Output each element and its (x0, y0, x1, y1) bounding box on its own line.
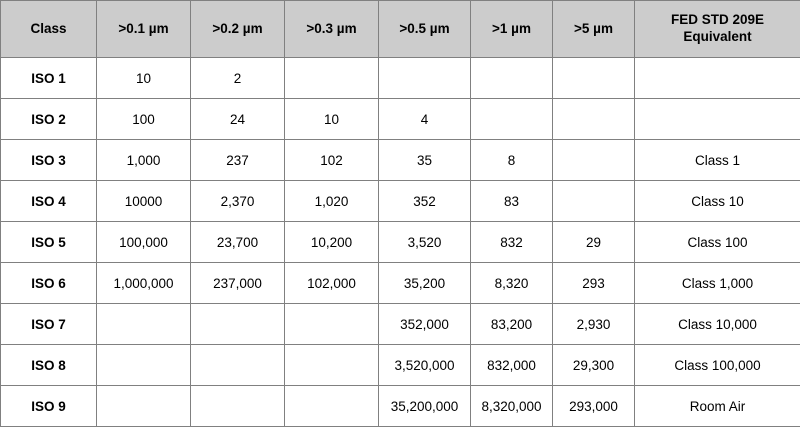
cell-0-1um: 1,000 (97, 140, 191, 181)
cell-0-2um: 24 (191, 99, 285, 140)
cell-0-2um (191, 304, 285, 345)
cell-0-2um (191, 345, 285, 386)
cell-5um: 29 (553, 222, 635, 263)
cell-1um: 8,320 (471, 263, 553, 304)
cell-0-5um: 3,520 (379, 222, 471, 263)
cell-class: ISO 9 (1, 386, 97, 427)
cell-0-3um (285, 345, 379, 386)
table-row (1, 386, 800, 427)
cell-0-3um (285, 386, 379, 427)
cell-5um: 293 (553, 263, 635, 304)
cell-0-3um: 102,000 (285, 263, 379, 304)
cell-1um (471, 58, 553, 99)
cell-1um: 832,000 (471, 345, 553, 386)
cell-0-5um: 3,520,000 (379, 345, 471, 386)
cell-0-5um: 35 (379, 140, 471, 181)
table-row (1, 99, 800, 140)
cell-0-2um (191, 386, 285, 427)
cell-fed-std-209e: Class 100,000 (635, 345, 800, 386)
cell-0-1um: 10000 (97, 181, 191, 222)
cell-class: ISO 5 (1, 222, 97, 263)
cell-0-1um: 1,000,000 (97, 263, 191, 304)
cell-0-2um: 2 (191, 58, 285, 99)
cell-fed-std-209e: Class 10,000 (635, 304, 800, 345)
cell-0-5um: 35,200 (379, 263, 471, 304)
column-header-class: Class (1, 1, 97, 58)
cell-0-3um (285, 304, 379, 345)
cell-1um: 832 (471, 222, 553, 263)
table-row (1, 345, 800, 386)
cell-0-1um (97, 345, 191, 386)
table-body (1, 58, 800, 427)
column-header-fed-std-209e: FED STD 209E Equivalent (635, 1, 800, 58)
cell-1um: 8,320,000 (471, 386, 553, 427)
cell-1um: 83,200 (471, 304, 553, 345)
cell-0-5um: 35,200,000 (379, 386, 471, 427)
cell-5um: 2,930 (553, 304, 635, 345)
cell-0-3um: 10,200 (285, 222, 379, 263)
cell-5um (553, 140, 635, 181)
table-header-row (1, 1, 800, 58)
cell-0-5um: 352,000 (379, 304, 471, 345)
column-header-1um: >1 µm (471, 1, 553, 58)
column-header-0-3um: >0.3 µm (285, 1, 379, 58)
table-row (1, 263, 800, 304)
cell-5um: 293,000 (553, 386, 635, 427)
column-header-0-2um: >0.2 µm (191, 1, 285, 58)
cell-1um: 83 (471, 181, 553, 222)
cell-0-2um: 237,000 (191, 263, 285, 304)
cell-class: ISO 4 (1, 181, 97, 222)
column-header-0-1um: >0.1 µm (97, 1, 191, 58)
cell-5um (553, 58, 635, 99)
table-row (1, 58, 800, 99)
cell-class: ISO 2 (1, 99, 97, 140)
cell-fed-std-209e: Class 100 (635, 222, 800, 263)
cell-0-5um: 4 (379, 99, 471, 140)
cell-0-5um (379, 58, 471, 99)
table-row (1, 222, 800, 263)
cell-0-1um: 100 (97, 99, 191, 140)
cell-fed-std-209e: Class 1 (635, 140, 800, 181)
cell-1um: 8 (471, 140, 553, 181)
cell-0-1um (97, 386, 191, 427)
cell-class: ISO 8 (1, 345, 97, 386)
cell-5um: 29,300 (553, 345, 635, 386)
cell-0-2um: 23,700 (191, 222, 285, 263)
cell-0-2um: 237 (191, 140, 285, 181)
cell-5um (553, 181, 635, 222)
table-row (1, 181, 800, 222)
table-header (1, 1, 800, 58)
cell-0-5um: 352 (379, 181, 471, 222)
cell-0-1um: 10 (97, 58, 191, 99)
cell-0-3um: 1,020 (285, 181, 379, 222)
cell-0-3um: 102 (285, 140, 379, 181)
cell-class: ISO 3 (1, 140, 97, 181)
cell-fed-std-209e: Class 10 (635, 181, 800, 222)
cell-fed-std-209e (635, 58, 800, 99)
cell-5um (553, 99, 635, 140)
cell-fed-std-209e: Room Air (635, 386, 800, 427)
table-row (1, 140, 800, 181)
cell-class: ISO 7 (1, 304, 97, 345)
cell-fed-std-209e (635, 99, 800, 140)
cell-0-2um: 2,370 (191, 181, 285, 222)
table-row (1, 304, 800, 345)
cell-0-1um: 100,000 (97, 222, 191, 263)
cell-fed-std-209e: Class 1,000 (635, 263, 800, 304)
cell-0-3um: 10 (285, 99, 379, 140)
cell-0-3um (285, 58, 379, 99)
column-header-5um: >5 µm (553, 1, 635, 58)
cell-1um (471, 99, 553, 140)
cell-0-1um (97, 304, 191, 345)
cell-class: ISO 1 (1, 58, 97, 99)
column-header-0-5um: >0.5 µm (379, 1, 471, 58)
cell-class: ISO 6 (1, 263, 97, 304)
